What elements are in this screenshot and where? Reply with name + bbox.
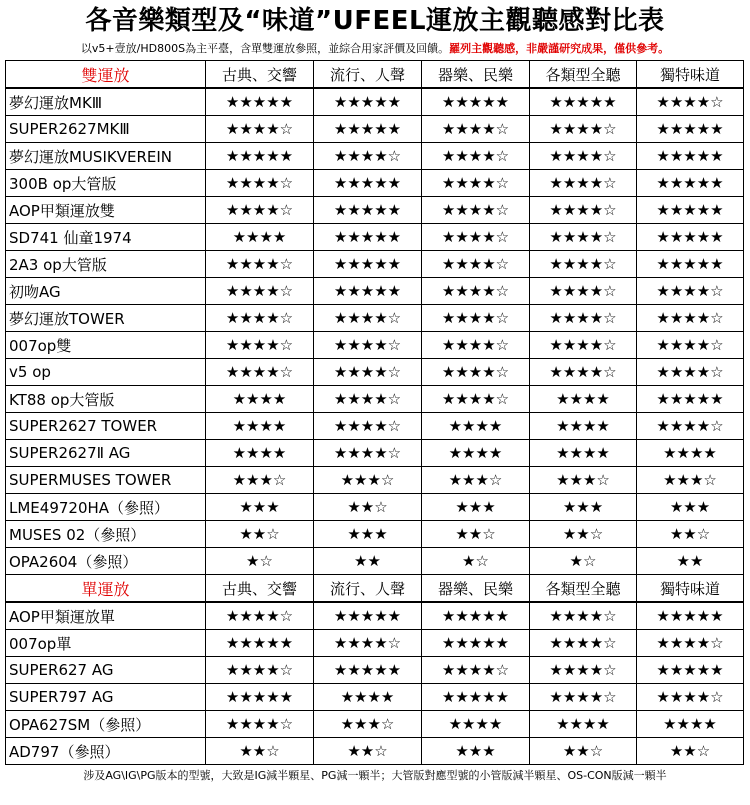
star-rating: ★★★★★ <box>637 143 744 170</box>
column-header: 流行、人聲 <box>314 575 422 603</box>
star-rating: ★★★★☆ <box>422 278 530 305</box>
star-rating: ★★☆ <box>314 738 422 765</box>
star-rating: ★★★☆ <box>206 467 314 494</box>
star-rating: ★★★☆ <box>314 467 422 494</box>
table-row <box>6 251 744 278</box>
table-row <box>6 116 744 143</box>
star-rating: ★★★★☆ <box>422 143 530 170</box>
opamp-name: AOP甲類運放雙 <box>6 197 206 224</box>
star-rating: ★★★★☆ <box>314 630 422 657</box>
star-rating: ★★★★★ <box>314 251 422 278</box>
star-rating: ★★★★★ <box>314 116 422 143</box>
opamp-name: OPA627SM（參照） <box>6 711 206 738</box>
star-rating: ★★★★ <box>637 440 744 467</box>
table-row <box>6 88 744 116</box>
star-rating: ★★★★☆ <box>637 305 744 332</box>
star-rating: ★★★★☆ <box>530 602 637 630</box>
star-rating: ★★★★☆ <box>530 305 637 332</box>
star-rating: ★★★★ <box>206 386 314 413</box>
star-rating: ★★★ <box>422 494 530 521</box>
opamp-name: SUPER2627Ⅱ AG <box>6 440 206 467</box>
star-rating: ★★ <box>314 548 422 575</box>
table-row <box>6 359 744 386</box>
star-rating: ★★★★☆ <box>422 657 530 684</box>
opamp-name: 夢幻運放MUSIKVEREIN <box>6 143 206 170</box>
star-rating: ★★★★☆ <box>206 359 314 386</box>
star-rating: ★★★ <box>422 738 530 765</box>
star-rating: ★★★★★ <box>637 170 744 197</box>
column-header: 流行、人聲 <box>314 61 422 89</box>
opamp-name: 夢幻運放TOWER <box>6 305 206 332</box>
star-rating: ★★★★☆ <box>637 359 744 386</box>
subtitle-note: 以v5+壹放/HD800S為主平臺，含單雙運放參照，並綜合用家評價及回饋。 <box>80 42 450 55</box>
star-rating: ★★★★☆ <box>637 332 744 359</box>
star-rating: ★★★★☆ <box>314 332 422 359</box>
star-rating: ★★★★★ <box>637 116 744 143</box>
page-subtitle <box>0 38 750 60</box>
star-rating: ★★☆ <box>206 521 314 548</box>
section-label-single: 單運放 <box>6 575 206 603</box>
comparison-table <box>5 60 744 765</box>
star-rating: ★★★ <box>637 494 744 521</box>
star-rating: ★★★★☆ <box>530 630 637 657</box>
star-rating: ★★★★☆ <box>422 251 530 278</box>
star-rating: ★★★★★ <box>314 602 422 630</box>
column-header: 器樂、民樂 <box>422 575 530 603</box>
star-rating: ★★★★★ <box>314 170 422 197</box>
star-rating: ★★★★☆ <box>530 224 637 251</box>
star-rating: ★★★★ <box>206 224 314 251</box>
table-row <box>6 548 744 575</box>
opamp-name: 夢幻運放MKⅢ <box>6 88 206 116</box>
opamp-name: 300B op大管版 <box>6 170 206 197</box>
table-row <box>6 170 744 197</box>
star-rating: ★★★★★ <box>530 88 637 116</box>
star-rating: ★★★★☆ <box>637 630 744 657</box>
star-rating: ★★★★☆ <box>530 278 637 305</box>
opamp-name: OPA2604（參照） <box>6 548 206 575</box>
dual-header-row <box>6 61 744 89</box>
star-rating: ★★★★☆ <box>530 657 637 684</box>
star-rating: ★★★★☆ <box>206 305 314 332</box>
opamp-name: MUSES 02（參照） <box>6 521 206 548</box>
star-rating: ★★★★★ <box>206 143 314 170</box>
column-header: 獨特味道 <box>637 61 744 89</box>
star-rating: ★★☆ <box>422 521 530 548</box>
opamp-name: LME49720HA（參照） <box>6 494 206 521</box>
section-label-dual: 雙運放 <box>6 61 206 89</box>
opamp-name: SUPER2627 TOWER <box>6 413 206 440</box>
star-rating: ★★★★☆ <box>530 684 637 711</box>
star-rating: ★★★★☆ <box>530 170 637 197</box>
table-row <box>6 332 744 359</box>
column-header: 古典、交響 <box>206 575 314 603</box>
star-rating: ★★★★★ <box>422 630 530 657</box>
opamp-name: AD797（參照） <box>6 738 206 765</box>
opamp-name: 007op單 <box>6 630 206 657</box>
table-row <box>6 684 744 711</box>
star-rating: ★★★★☆ <box>206 197 314 224</box>
opamp-name: SD741 仙童1974 <box>6 224 206 251</box>
table-row <box>6 278 744 305</box>
star-rating: ★★★★ <box>530 413 637 440</box>
star-rating: ★★★★★ <box>637 251 744 278</box>
star-rating: ★★☆ <box>314 494 422 521</box>
star-rating: ★★★★★ <box>637 602 744 630</box>
star-rating: ★★★★☆ <box>422 332 530 359</box>
table-row <box>6 630 744 657</box>
single-header-row <box>6 575 744 603</box>
star-rating: ★★★★☆ <box>314 386 422 413</box>
star-rating: ★★★★☆ <box>206 251 314 278</box>
table-row <box>6 386 744 413</box>
opamp-name: v5 op <box>6 359 206 386</box>
star-rating: ★★☆ <box>530 738 637 765</box>
star-rating: ★★★★☆ <box>206 332 314 359</box>
star-rating: ★★☆ <box>530 521 637 548</box>
star-rating: ★★★★☆ <box>422 170 530 197</box>
star-rating: ★★★★☆ <box>314 359 422 386</box>
star-rating: ★★★★☆ <box>530 197 637 224</box>
table-row <box>6 711 744 738</box>
opamp-name: SUPERMUSES TOWER <box>6 467 206 494</box>
star-rating: ★★★★★ <box>637 386 744 413</box>
star-rating: ★★★★☆ <box>206 170 314 197</box>
star-rating: ★★★☆ <box>637 467 744 494</box>
table-row <box>6 224 744 251</box>
column-header: 古典、交響 <box>206 61 314 89</box>
star-rating: ★★★★★ <box>314 88 422 116</box>
star-rating: ★★★★ <box>530 440 637 467</box>
star-rating: ★★★★☆ <box>637 684 744 711</box>
star-rating: ★★★ <box>530 494 637 521</box>
star-rating: ★★★☆ <box>314 711 422 738</box>
opamp-name: SUPER627 AG <box>6 657 206 684</box>
opamp-name: 初吻AG <box>6 278 206 305</box>
table-row <box>6 738 744 765</box>
star-rating: ★★★★☆ <box>206 711 314 738</box>
star-rating: ★★★★☆ <box>530 332 637 359</box>
star-rating: ★★★★☆ <box>314 413 422 440</box>
table-row <box>6 602 744 630</box>
opamp-name: SUPER2627MKⅢ <box>6 116 206 143</box>
table-row <box>6 143 744 170</box>
star-rating: ★★★★☆ <box>206 602 314 630</box>
opamp-name: AOP甲類運放單 <box>6 602 206 630</box>
star-rating: ★★★★ <box>422 413 530 440</box>
star-rating: ★★★★☆ <box>530 116 637 143</box>
star-rating: ★★★★☆ <box>637 278 744 305</box>
column-header: 各類型全聽 <box>530 61 637 89</box>
star-rating: ★★★☆ <box>530 467 637 494</box>
table-row <box>6 197 744 224</box>
star-rating: ★★★★☆ <box>637 88 744 116</box>
opamp-name: SUPER797 AG <box>6 684 206 711</box>
star-rating: ★★★★☆ <box>206 116 314 143</box>
star-rating: ★★★★☆ <box>530 359 637 386</box>
star-rating: ★★★★☆ <box>206 278 314 305</box>
star-rating: ★★★★★ <box>637 197 744 224</box>
star-rating: ★★☆ <box>637 738 744 765</box>
star-rating: ★★★★★ <box>314 278 422 305</box>
star-rating: ★★★★ <box>530 386 637 413</box>
star-rating: ★★★★☆ <box>637 413 744 440</box>
star-rating: ★★★★ <box>422 440 530 467</box>
star-rating: ★★★★★ <box>422 684 530 711</box>
star-rating: ★★★★☆ <box>314 305 422 332</box>
star-rating: ★★★☆ <box>422 467 530 494</box>
star-rating: ★★★★★ <box>206 88 314 116</box>
star-rating: ★★★★☆ <box>530 143 637 170</box>
star-rating: ★☆ <box>206 548 314 575</box>
opamp-name: 007op雙 <box>6 332 206 359</box>
star-rating: ★★☆ <box>206 738 314 765</box>
star-rating: ★★★★☆ <box>422 359 530 386</box>
star-rating: ★★★★☆ <box>422 197 530 224</box>
star-rating: ★★★★☆ <box>422 305 530 332</box>
column-header: 獨特味道 <box>637 575 744 603</box>
column-header: 器樂、民樂 <box>422 61 530 89</box>
subtitle-warning: 羅列主觀聽感，非嚴謹研究成果，僅供參考。 <box>449 42 670 55</box>
table-row <box>6 413 744 440</box>
table-row <box>6 440 744 467</box>
page-title: 各音樂類型及“味道”UFEEL運放主觀聽感對比表 <box>85 6 665 36</box>
star-rating: ★★★★☆ <box>422 386 530 413</box>
star-rating: ★★★★★ <box>422 602 530 630</box>
star-rating: ★★★★☆ <box>314 143 422 170</box>
star-rating: ★★★★☆ <box>314 440 422 467</box>
star-rating: ★★★★★ <box>314 224 422 251</box>
table-row <box>6 494 744 521</box>
star-rating: ★★★ <box>206 494 314 521</box>
star-rating: ★★★★ <box>530 711 637 738</box>
table-row <box>6 521 744 548</box>
star-rating: ★★★★★ <box>206 630 314 657</box>
opamp-name: KT88 op大管版 <box>6 386 206 413</box>
table-row <box>6 305 744 332</box>
star-rating: ★★★★☆ <box>530 251 637 278</box>
star-rating: ★★★★☆ <box>206 657 314 684</box>
star-rating: ★★★★★ <box>206 684 314 711</box>
star-rating: ★★★★☆ <box>422 116 530 143</box>
star-rating: ★★★★ <box>206 440 314 467</box>
star-rating: ★★★ <box>314 521 422 548</box>
star-rating: ★★☆ <box>637 521 744 548</box>
footer-note: 涉及AG\IG\PG版本的型號，大致是IG減半顆星、PG減一顆半；大管版對應型號的小管版減半顆星、OS-CON版減一顆半 <box>83 769 667 782</box>
star-rating: ★★★★★ <box>314 657 422 684</box>
star-rating: ★★★★ <box>314 684 422 711</box>
column-header: 各類型全聽 <box>530 575 637 603</box>
star-rating: ★★★★ <box>637 711 744 738</box>
table-row <box>6 657 744 684</box>
star-rating: ★★★★★ <box>637 224 744 251</box>
star-rating: ★☆ <box>422 548 530 575</box>
star-rating: ★★★★★ <box>637 657 744 684</box>
star-rating: ★★★★★ <box>314 197 422 224</box>
star-rating: ★★★★ <box>206 413 314 440</box>
table-row <box>6 467 744 494</box>
star-rating: ★★★★☆ <box>422 224 530 251</box>
star-rating: ★★★★ <box>422 711 530 738</box>
star-rating: ★★ <box>637 548 744 575</box>
star-rating: ★★★★★ <box>422 88 530 116</box>
star-rating: ★☆ <box>530 548 637 575</box>
opamp-name: 2A3 op大管版 <box>6 251 206 278</box>
